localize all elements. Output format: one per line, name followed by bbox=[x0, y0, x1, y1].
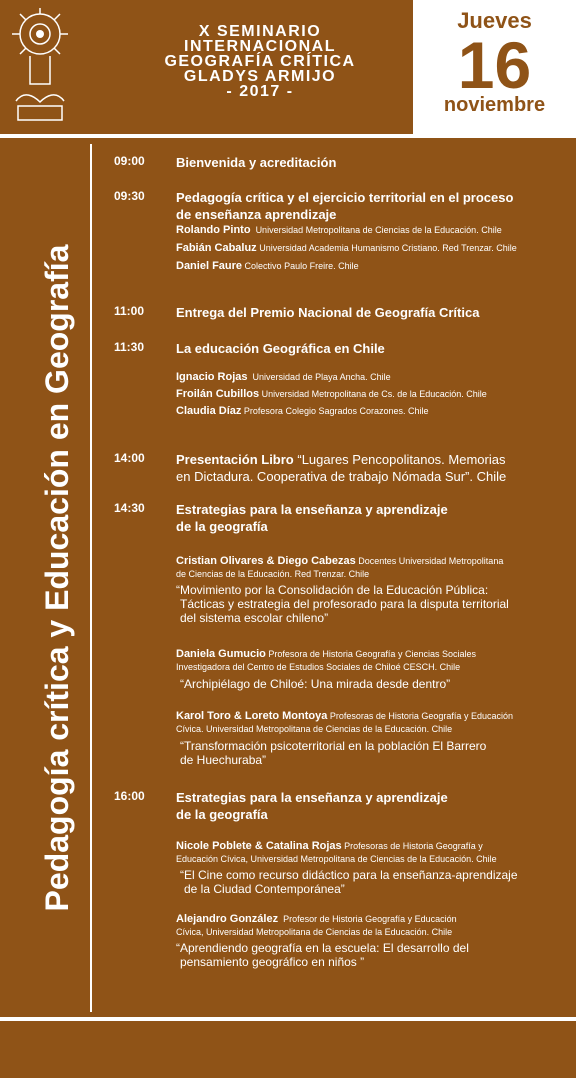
talk-speaker bbox=[176, 556, 571, 567]
event-title bbox=[176, 451, 566, 485]
title-line: INTERNACIONAL bbox=[184, 38, 336, 55]
header bbox=[0, 0, 576, 134]
speaker-affiliation: Profesoras de Historia Geografía y bbox=[344, 841, 483, 851]
talk-speaker bbox=[176, 841, 571, 852]
talk-title-line: del sistema escolar chileno” bbox=[180, 611, 329, 625]
talk-title bbox=[176, 941, 571, 969]
event-time: 14:30 bbox=[114, 501, 145, 515]
speaker-affiliation: Profesora Colegio Sagrados Corazones. Chile bbox=[243, 406, 429, 416]
event-title bbox=[176, 189, 566, 223]
talk-title bbox=[176, 739, 571, 767]
event-title: Entrega del Premio Nacional de Geografía Crítica bbox=[176, 305, 480, 320]
speaker-name: Karol Toro & Loreto Montoya bbox=[176, 710, 328, 722]
speaker-affiliation: Cívica. Universidad Metropolitana de Ciencias de la Educación. Chile bbox=[176, 724, 453, 734]
footer-divider bbox=[0, 1017, 576, 1021]
speaker-affiliation: Universidad Metropolitana de Cs. de la Educación. Chile bbox=[261, 389, 487, 399]
talk-title-line: “El Cine como recurso didáctico para la enseñanza-aprendizaje bbox=[180, 868, 518, 882]
speaker-affiliation: Educación Cívica, Universidad Metropolitana de Ciencias de la Educación. Chile bbox=[176, 854, 497, 864]
event-time: 11:00 bbox=[114, 304, 145, 318]
speaker-affiliation: Colectivo Paulo Freire. Chile bbox=[244, 261, 359, 271]
talk-title bbox=[176, 868, 571, 896]
talk-speaker bbox=[176, 711, 571, 722]
speaker-name: Daniela Gumucio bbox=[176, 648, 266, 660]
event-title-line: de la geografía bbox=[176, 807, 268, 822]
title-line: - 2017 - bbox=[226, 83, 294, 100]
event-time: 09:30 bbox=[114, 189, 145, 203]
speaker-affiliation: Profesoras de Historia Geografía y Educación bbox=[329, 711, 513, 721]
day-label: Jueves bbox=[457, 8, 532, 33]
speaker-name: Cristian Olivares & Diego Cabezas bbox=[176, 555, 356, 567]
speaker-affiliation: Profesor de Historia Geografía y Educación bbox=[283, 914, 457, 924]
event-title-line: de la geografía bbox=[176, 519, 268, 534]
speaker-name: Claudia Díaz bbox=[176, 405, 242, 417]
seminar-title bbox=[110, 24, 410, 99]
speaker-affiliation: Cívica, Universidad Metropolitana de Ciencias de la Educación. Chile bbox=[176, 927, 453, 937]
event-time: 14:00 bbox=[114, 451, 145, 465]
talk-title-line: Tácticas y estrategia del profesorado para la disputa territorial bbox=[180, 597, 509, 611]
header-divider bbox=[0, 134, 576, 138]
talk-title bbox=[176, 677, 571, 691]
event-title: La educación Geográfica en Chile bbox=[176, 341, 385, 356]
event-title-line: Estrategias para la enseñanza y aprendizaje bbox=[176, 502, 448, 517]
title-line: GLADYS ARMIJO bbox=[183, 68, 337, 85]
event-title-line: Pedagogía crítica y el ejercicio territorial en el proceso bbox=[176, 190, 514, 205]
speaker-affiliation: Universidad Academia Humanismo Cristiano. Red Trenzar. Chile bbox=[259, 243, 517, 253]
talk-title-line: “Aprendiendo geografía en la escuela: El desarrollo del bbox=[176, 941, 469, 955]
talk-title-line: “Archipiélago de Chiloé: Una mirada desde dentro” bbox=[180, 677, 451, 691]
speaker bbox=[176, 243, 571, 254]
event-time: 16:00 bbox=[114, 789, 145, 803]
speaker-affiliation: de Ciencias de la Educación. Red Trenzar. Chile bbox=[176, 569, 370, 579]
title-line: X SEMINARIO bbox=[198, 23, 322, 40]
speaker-name: Ignacio Rojas bbox=[176, 371, 248, 383]
speaker-affiliation: Docentes Universidad Metropolitana bbox=[358, 556, 504, 566]
talk-speaker bbox=[176, 649, 571, 660]
event-title-line: Estrategias para la enseñanza y aprendizaje bbox=[176, 790, 448, 805]
speaker-name: Nicole Poblete & Catalina Rojas bbox=[176, 840, 342, 852]
speaker-affiliation: Profesora de Historia Geografía y Ciencias Sociales bbox=[268, 649, 476, 659]
month-label: noviembre bbox=[443, 94, 546, 116]
talk-title bbox=[176, 583, 571, 625]
vertical-title: Pedagogía crítica y Educación en Geografía bbox=[39, 244, 75, 912]
speaker-affiliation: Universidad Metropolitana de Ciencias de la Educación. Chile bbox=[255, 225, 502, 235]
book-title: “Lugares Pencopolitanos. Memorias bbox=[293, 452, 506, 467]
date-number: 16 bbox=[457, 28, 532, 102]
title-line: GEOGRAFÍA CRÍTICA bbox=[164, 53, 356, 70]
speaker-name: Froilán Cubillos bbox=[176, 388, 260, 400]
speaker-name: Fabián Cabaluz bbox=[176, 242, 257, 254]
event-title bbox=[176, 501, 566, 535]
speaker bbox=[176, 389, 571, 400]
speaker-affiliation: Investigadora del Centro de Estudios Sociales de Chiloé CESCH. Chile bbox=[176, 662, 461, 672]
event-title: Bienvenida y acreditación bbox=[176, 155, 337, 170]
book-label: Presentación Libro bbox=[176, 452, 294, 467]
speaker-name: Alejandro González bbox=[176, 913, 279, 925]
vertical-divider bbox=[90, 144, 92, 1012]
speaker bbox=[176, 406, 571, 417]
talk-title-line: “Movimiento por la Consolidación de la Educación Pública: bbox=[176, 583, 489, 597]
speaker bbox=[176, 225, 571, 236]
talk-title-line: “Transformación psicoterritorial en la población El Barrero bbox=[180, 739, 487, 753]
talk-title-line: de la Ciudad Contemporánea” bbox=[184, 882, 345, 896]
talk-speaker bbox=[176, 914, 571, 925]
event-time: 09:00 bbox=[114, 154, 145, 168]
event-title-line: de enseñanza aprendizaje bbox=[176, 207, 337, 222]
talk-title-line: pensamiento geográfico en niños ” bbox=[180, 955, 365, 969]
speaker-affiliation: Universidad de Playa Ancha. Chile bbox=[252, 372, 391, 382]
book-title-line: en Dictadura. Cooperativa de trabajo Nómada Sur”. Chile bbox=[176, 469, 507, 484]
speaker-name: Daniel Faure bbox=[176, 260, 243, 272]
speaker bbox=[176, 261, 571, 272]
speaker bbox=[176, 372, 571, 383]
speaker-name: Rolando Pinto bbox=[176, 224, 251, 236]
event-time: 11:30 bbox=[114, 340, 145, 354]
date-box bbox=[413, 0, 576, 134]
talk-title-line: de Huechuraba” bbox=[180, 753, 267, 767]
event-title bbox=[176, 789, 566, 823]
